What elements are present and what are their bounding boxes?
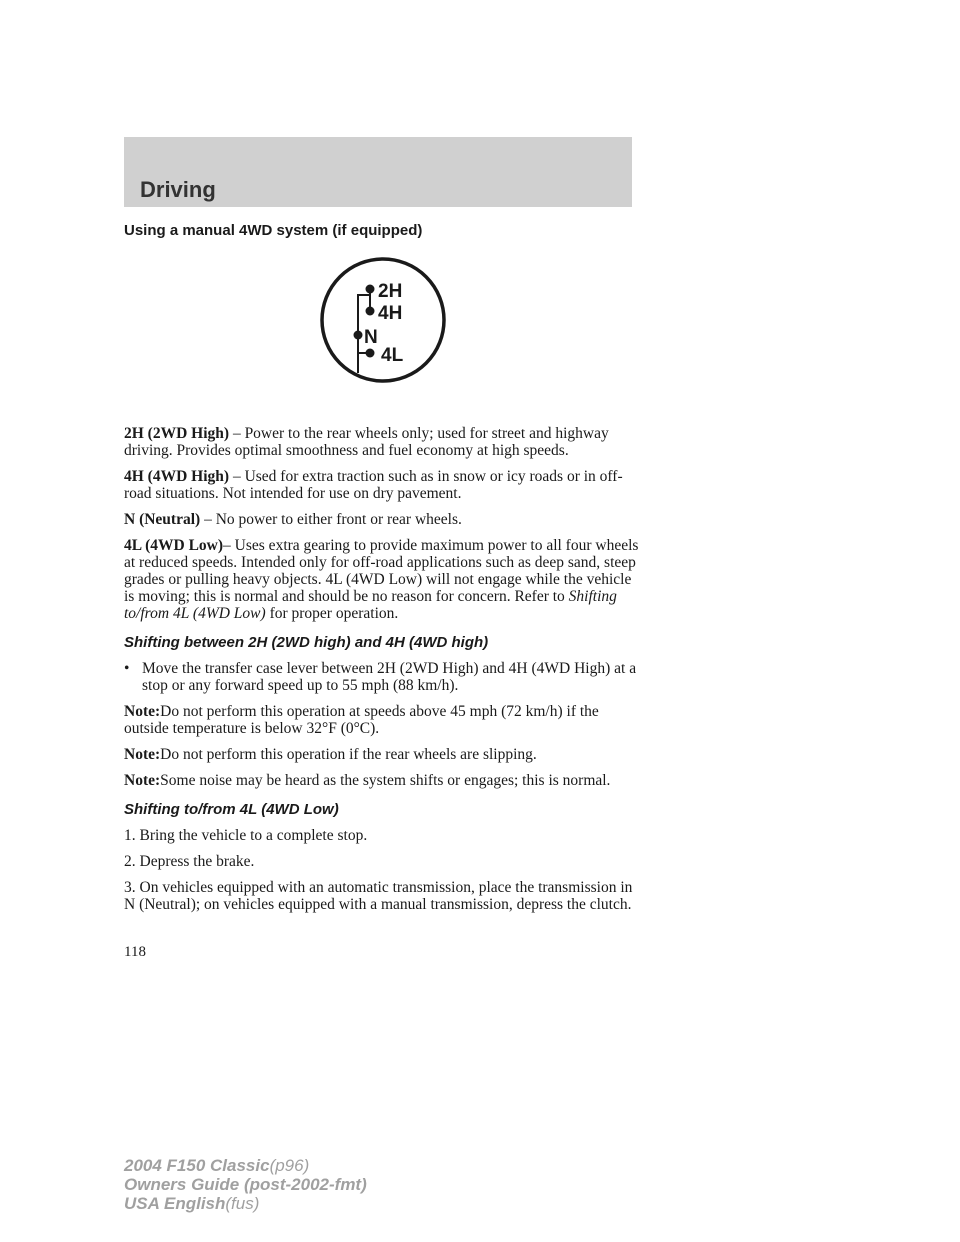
section-title: Driving [140,177,216,202]
position-dot-n [354,331,363,340]
section-heading-4l: Shifting to/from 4L (4WD Low) [124,801,339,818]
mode-description: – Uses extra gearing to provide maximum power to all four wheels at reduced speeds. Intended only for off-road applications such as deep sand, steep grades or pulling heavy objects. 4L (4WD Low) will not engage while the vehicle is moving; this is normal and should be no reason for concern. Refer to [124,537,639,605]
note-text: Some noise may be heard as the system shifts or engages; this is normal. [160,772,611,789]
bullet-icon: • [124,660,130,677]
page-number: 118 [124,944,146,960]
note-text: Do not perform this operation if the rear wheels are slipping. [160,746,537,763]
footer-code: (fus) [225,1194,260,1213]
section-header-band [124,137,632,207]
mode-term: 4H (4WD High) [124,468,230,485]
footer-title: USA English [124,1194,226,1213]
bullet-text: Move the transfer case lever between 2H (2WD High) and 4H (4WD High) at a stop or any forward speed up to 55 mph (88 km/h). [142,660,637,694]
mode-4l-paragraph [124,537,644,622]
note-paragraph [124,703,644,737]
cross-reference: Shifting to/from 4L (4WD Low) [124,588,617,622]
document-footer [124,1156,367,1213]
mode-n-paragraph [124,511,644,528]
mode-description-end: for proper operation. [265,605,399,622]
step-item: 3. On vehicles equipped with an automatic transmission, place the transmission in N (Neutral); on vehicles equipped with a manual transmission, depress the clutch. [124,879,633,913]
step-item: 2. Depress the brake. [124,853,255,870]
mode-term: 2H (2WD High) [124,425,230,442]
note-paragraph [124,772,644,789]
note-label: Note: [124,746,161,763]
main-heading: Using a manual 4WD system (if equipped) [124,222,423,239]
footer-title: Owners Guide (post-2002-fmt) [124,1175,367,1194]
position-dot-4l [366,349,375,358]
note-paragraph [124,746,644,763]
mode-2h-paragraph [124,425,644,459]
note-text: Do not perform this operation at speeds above 45 mph (72 km/h) if the outside temperature is below 32°F (0°C). [124,703,599,737]
note-label: Note: [124,772,161,789]
position-label-n: N [364,327,378,348]
position-label-4h: 4H [378,303,403,324]
position-label-2h: 2H [378,281,403,302]
mode-term: N (Neutral) [124,511,201,528]
footer-code: (p96) [269,1156,310,1175]
transfer-case-shift-pattern-icon [318,255,448,385]
footer-line [124,1156,367,1175]
section-heading-2h-4h: Shifting between 2H (2WD high) and 4H (4WD high) [124,634,489,651]
note-label: Note: [124,703,161,720]
position-dot-2h [366,285,375,294]
mode-description: – Power to the rear wheels only; used for street and highway driving. Provides optimal smoothness and fuel economy at high speeds. [124,425,609,459]
position-label-4l: 4L [381,345,404,366]
list-item [124,660,644,694]
footer-title: 2004 F150 Classic [124,1156,270,1175]
mode-4h-paragraph [124,468,644,502]
page-content [124,222,644,922]
mode-description: – No power to either front or rear wheels. [200,511,462,528]
position-dot-4h [366,307,375,316]
mode-term: 4L (4WD Low) [124,537,224,554]
footer-line [124,1194,367,1213]
mode-description: – Used for extra traction such as in snow or icy roads or in off-road situations. Not intended for use on dry pavement. [124,468,623,502]
step-item: 1. Bring the vehicle to a complete stop. [124,827,368,844]
shift-pattern-diagram [124,255,644,415]
footer-line [124,1175,367,1194]
